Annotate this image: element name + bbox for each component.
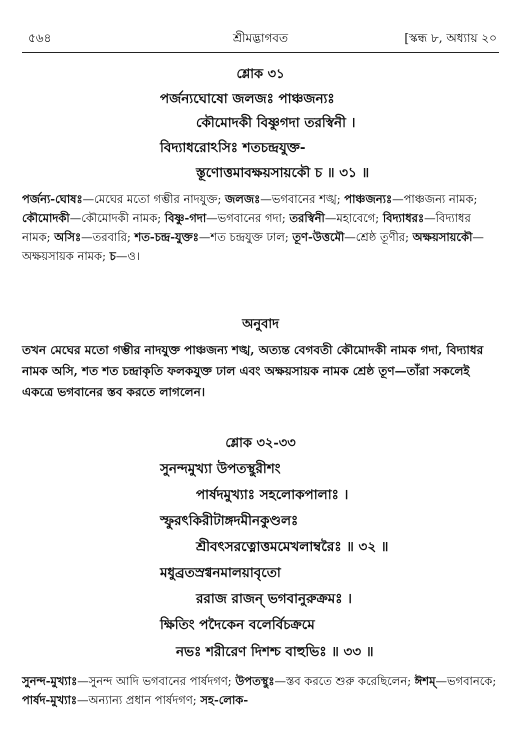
translation-heading: অনুবাদ: [242, 317, 279, 332]
synonym-meaning: —পাঞ্চজন্য নামক;: [392, 192, 478, 206]
page-number: ৫৬৪: [28, 31, 52, 45]
synonym-term: সুনন্দ-মুখ্যাঃ: [22, 674, 78, 688]
sloka-33-line-4: নভঃ শরীরেণ দিশশ্চ বাহুভিঃ ॥ ৩৩ ॥: [176, 644, 374, 660]
header-rule: [22, 52, 499, 53]
synonym-term: বিদ্যাধরঃ: [382, 211, 425, 225]
chapter-location: [স্কন্ধ ৮, অধ্যায় ২০: [404, 31, 497, 45]
translation-text: তখন মেঘের মতো গম্ভীর নাদযুক্ত পাঞ্চজন্য শঙ্খ, অত্যন্ত বেগবতী কৌমোদকী নামক গদা, বিদ্যাধর নামক অসি, শত শত চন্দ্রাকৃতি ফলকযুক্ত ঢাল এবং অক্ষয়সায়ক নামক শ্রেষ্ঠ তূণ—তাঁরা সকলেই একত্রে ভগবানের স্তব করতে লাগলেন।: [22, 343, 484, 399]
sloka-32-line-2: পার্ষদমুখ্যাঃ সহলোকপালাঃ ।: [196, 487, 349, 503]
sloka-31-heading: শ্লোক ৩১: [236, 67, 285, 82]
sloka-33-line-2: ররাজ রাজন্ ভগবানুরুক্রমঃ ।: [196, 591, 352, 607]
synonyms-31: [22, 190, 499, 266]
running-title: শ্রীমদ্ভাগবত: [232, 31, 288, 45]
synonym-meaning: —স্তব করতে শুরু করেছিলেন;: [274, 674, 415, 688]
synonym-term: ঈশম্: [414, 674, 436, 688]
synonym-meaning: —ও।: [115, 249, 140, 263]
synonym-term: জলজঃ: [225, 192, 261, 206]
synonym-meaning: —অক্ষয়সায়ক নামক;: [22, 230, 484, 263]
synonym-term: কৌমোদকী: [22, 211, 70, 225]
synonym-term: অক্ষয়সায়কৌ: [412, 230, 473, 244]
synonym-meaning: —মেঘের মতো গম্ভীর নাদযুক্ত;: [82, 192, 226, 206]
synonym-meaning: —ভগবানকে;: [435, 674, 497, 688]
sloka-33-line-1: মধুব্রতস্রগ্বনমালয়াবৃতো: [160, 565, 281, 581]
sloka-31-line-3: বিদ্যাধরোঽসিঃ শতচন্দ্রযুক্ত-: [160, 140, 306, 156]
synonym-term: উপতস্থুঃ: [235, 674, 275, 688]
synonym-term: সহ-লোক-: [200, 693, 249, 707]
synonym-meaning: —মহাবেগে;: [324, 211, 383, 225]
synonym-term: বিষ্ণু-গদা: [164, 211, 207, 225]
synonym-term: তরস্বিনী: [289, 211, 325, 225]
sloka-33-line-3: ক্ষিতিং পদৈকেন বলের্বিচক্রমে: [160, 617, 315, 633]
sloka-31-line-4: স্তূণোত্তমাবক্ষয়সায়কৌ চ ॥ ৩১ ॥: [196, 165, 370, 181]
sloka-32-line-1: সুনন্দমুখ্যা উপতস্থুরীশং: [160, 461, 281, 477]
sloka-31-line-1: পর্জন্যঘোষো জলজঃ পাঞ্চজন্যঃ: [160, 91, 335, 107]
synonym-term: অসিঃ: [54, 230, 82, 244]
synonym-meaning: —সুনন্দ আদি ভগবানের পার্ষদগণ;: [77, 674, 236, 688]
synonym-meaning: —ভগবানের শঙ্খ;: [260, 192, 345, 206]
sloka-32-33-heading: শ্লোক ৩২-৩৩: [225, 436, 296, 451]
synonym-term: চ: [109, 249, 116, 263]
sloka-32-line-4: শ্রীবৎসরত্নোত্তমমেখলাম্বরৈঃ ॥ ৩২ ॥: [196, 539, 389, 555]
sloka-31-line-2: কৌমোদকী বিষ্ণুগদা তরস্বিনী ।: [196, 115, 356, 131]
synonym-meaning: —তরবারি;: [81, 230, 135, 244]
synonym-meaning: —বিদ্যাধর নামক;: [22, 211, 471, 244]
sloka-32-line-3: স্ফুরৎকিরীটাঙ্গদমীনকুণ্ডলঃ: [160, 513, 299, 529]
synonym-meaning: —কৌমোদকী নামক;: [69, 211, 165, 225]
synonym-meaning: —শত চন্দ্রযুক্ত ঢাল;: [198, 230, 293, 244]
synonym-meaning: —শ্রেষ্ঠ তূণীর;: [344, 230, 413, 244]
synonym-term: পর্জন্য-ঘোষঃ: [22, 192, 83, 206]
synonym-meaning: —অন্যান্য প্রধান পার্ষদগণ;: [77, 693, 201, 707]
synonym-term: তূণ-উত্তমৌ: [292, 230, 345, 244]
synonym-term: পার্ষদ-মুখ্যাঃ: [22, 693, 78, 707]
synonym-meaning: —ভগবানের গদা;: [206, 211, 290, 225]
synonym-term: শত-চন্দ্র-যুক্তঃ: [134, 230, 199, 244]
synonym-term: পাঞ্চজন্যঃ: [344, 192, 393, 206]
synonyms-32-33: [22, 672, 499, 710]
